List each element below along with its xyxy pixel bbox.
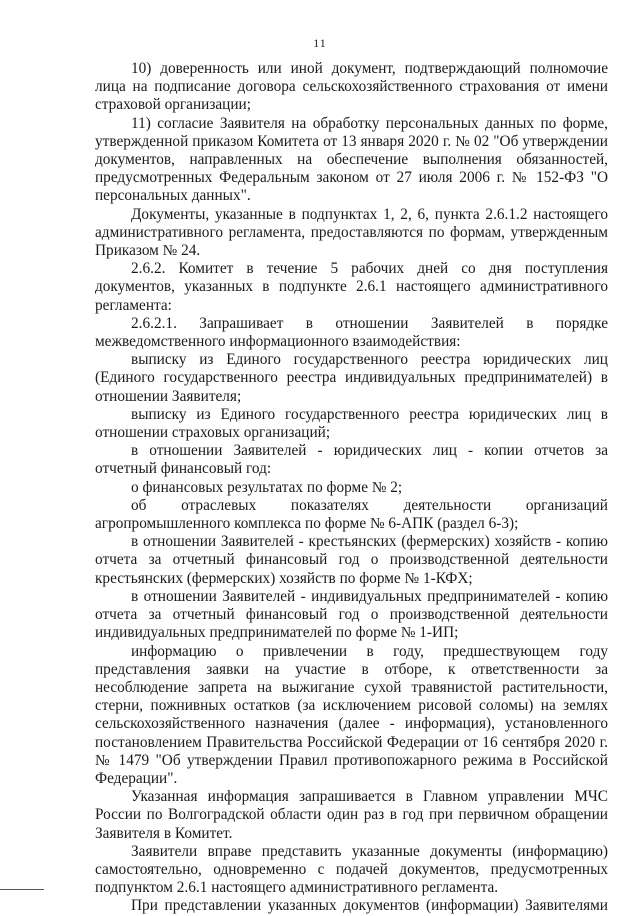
footer-divider: [0, 889, 44, 890]
paragraph-legal-entities: в отношении Заявителей - юридических лиц - копии отчетов за отчетный финансовый год:: [95, 442, 608, 478]
paragraph-mchs-request: Указанная информация запрашивается в Главном управлении МЧС России по Волгоградской области один раз в год при первичном обращении Заявителя в Комитет.: [95, 788, 608, 842]
paragraph-item-10: 10) доверенность или иной документ, подтверждающий полномочие лица на подписание договора сельскохозяйственного страхования от имени страховой организации;: [95, 60, 608, 114]
page-number: 11: [313, 36, 327, 50]
paragraph-form-6-apk: об отраслевых показателях деятельности организаций агропромышленного комплекса по форме № 6-АПК (раздел 6-3);: [95, 496, 608, 533]
paragraph-2-6-2: 2.6.2. Комитет в течение 5 рабочих дней со дня поступления документов, указанных в подпункте 2.6.1 настоящего административного регламента:: [95, 260, 608, 314]
paragraph-form-1-kfh: в отношении Заявителей - крестьянских (фермерских) хозяйств - копию отчета за отчетный финансовый год о производственной деятельности крестьянских (фермерских) хозяйств по форме № 1-КФХ;: [95, 533, 608, 587]
paragraph-continuation: При представлении указанных документов (информации) Заявителями: [131, 897, 608, 915]
paragraph-form-2: о финансовых результатах по форме № 2;: [131, 478, 403, 496]
paragraph-egrul-insurers: выписку из Единого государственного реестра юридических лиц в отношении страховых организаций;: [95, 405, 608, 442]
paragraph-form-1-ip: в отношении Заявителей - индивидуальных предпринимателей - копию отчета за отчетный финансовый год о производственной деятельности индивидуальных предпринимателей по форме № 1-ИП;: [95, 587, 608, 642]
paragraph-item-11: 11) согласие Заявителя на обработку персональных данных по форме, утвержденной приказом Комитета от 13 января 2020 г. № 02 "Об утверждении документов, направленных на обеспечение выполнения обязанностей, предусмотренных Федеральным законом от 27 июля 2006 г. № 152-ФЗ "О персональных данных".: [95, 114, 608, 205]
paragraph-fire-information: информацию о привлечении в году, предшествующем году представления заявки на участие в отборе, к ответственности за несоблюдение запрета на выжигание сухой травянистой растительности, стерни, пожнивных остатков (за исключением рисовой соломы) на землях сельскохозяйственного назначения (далее - информация), установленного постановлением Правительства Российской Федерации от 16 сентября 2020 г. № 1479 "Об утверждении Правил противопожарного режима в Российской Федерации".: [95, 642, 608, 787]
paragraph-egrul-applicant: выписку из Единого государственного реестра юридических лиц (Единого государственного реестра индивидуальных предпринимателей) в отношении Заявителя;: [95, 351, 608, 405]
paragraph-self-submission: Заявители вправе представить указанные документы (информацию) самостоятельно, одновременно с подачей документов, предусмотренных подпунктом 2.6.1 настоящего административного регламента.: [95, 842, 608, 897]
paragraph-2-6-2-1: 2.6.2.1. Запрашивает в отношении Заявителей в порядке межведомственного информационного взаимодействия:: [95, 314, 608, 351]
document-body: [95, 60, 608, 916]
paragraph-documents-forms: Документы, указанные в подпунктах 1, 2, 6, пункта 2.6.1.2 настоящего административного регламента, предоставляются по формам, утвержденным Приказом № 24.: [95, 205, 608, 260]
